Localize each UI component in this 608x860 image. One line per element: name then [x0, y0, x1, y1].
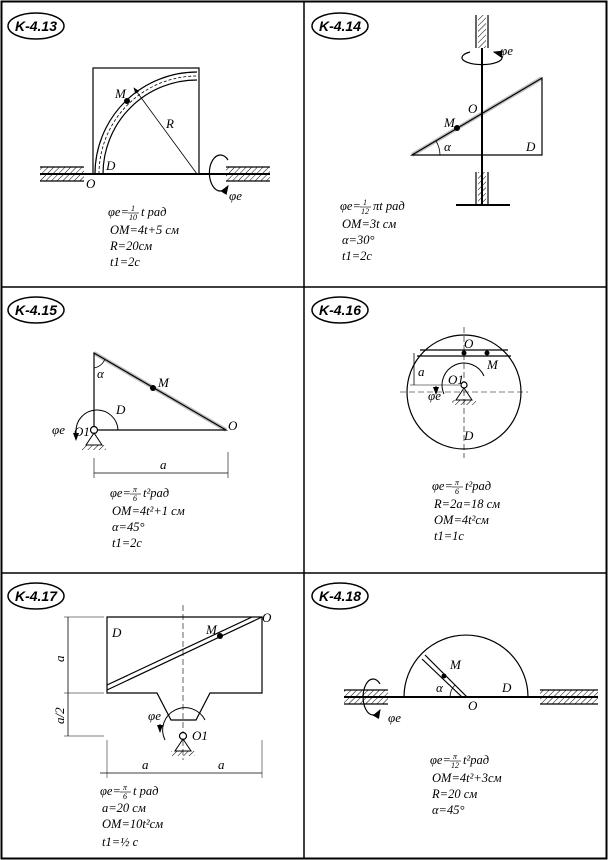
label-alpha: α	[436, 680, 443, 695]
formula-phi-num: π	[122, 783, 128, 792]
label-m: M	[206, 622, 217, 637]
rotation-arrow-icon	[209, 155, 228, 191]
label-phi: φe	[229, 188, 242, 203]
formula-phi-num: 1	[131, 204, 135, 213]
problem-k414	[312, 13, 542, 263]
label-d: D	[116, 402, 126, 417]
formula-block	[430, 752, 502, 817]
formula-line: t1=2c	[110, 255, 140, 269]
problem-id: K-4.15	[14, 302, 58, 318]
label-o1: O1	[74, 424, 90, 439]
point-m	[454, 125, 460, 131]
formula-line: OM=4t²+3см	[432, 771, 502, 785]
formula-line: t1=1c	[434, 529, 464, 543]
label-d: D	[106, 158, 116, 173]
point-m	[150, 385, 156, 391]
bottom-bearing	[478, 172, 486, 205]
problem-id: K-4.17	[14, 588, 58, 604]
label-alpha: α	[444, 139, 451, 154]
label-a: a	[142, 757, 149, 772]
right-support	[226, 167, 270, 181]
formula-block	[110, 485, 185, 550]
right-support	[540, 690, 598, 704]
label-a: a	[160, 457, 167, 472]
label-a: a	[52, 655, 67, 662]
label-phi: φe	[52, 422, 65, 437]
problem-id: K-4.18	[318, 588, 362, 604]
label-a-half: a/2	[52, 707, 67, 724]
formula-phi-rhs: t²рад	[463, 753, 490, 767]
formula-line: t1=½ c	[102, 835, 139, 849]
formula-block	[340, 198, 405, 263]
label-m: M	[158, 375, 169, 390]
problem-k417	[8, 583, 272, 849]
formula-line: OM=4t+5 см	[110, 223, 179, 237]
formula-phi-rhs: πt рад	[373, 199, 405, 213]
formula-line: OM=3t см	[342, 217, 397, 231]
formula-line: α=30°	[342, 233, 375, 247]
formula-phi-den: 6	[133, 494, 137, 503]
problem-k416	[312, 297, 528, 543]
label-o: O	[468, 698, 478, 713]
label-d: D	[502, 680, 512, 695]
formula-phi-lhs: φe=	[100, 784, 121, 798]
label-d: D	[464, 428, 474, 443]
formula-phi-num: π	[132, 485, 138, 494]
formula-phi-lhs: φe=	[110, 486, 131, 500]
left-support	[344, 690, 388, 704]
problem-k418	[312, 583, 598, 817]
label-phi: φe	[388, 710, 401, 725]
formula-line: t1=2c	[112, 536, 142, 550]
label-o: O	[228, 418, 238, 433]
formula-phi-lhs: φe=	[432, 479, 453, 493]
label-o1: O1	[448, 372, 464, 387]
problem-id: K-4.13	[14, 18, 58, 34]
label-m: M	[450, 657, 461, 672]
label-d: D	[112, 625, 122, 640]
formula-line: OM=4t²см	[434, 513, 489, 527]
problem-k413	[8, 13, 270, 269]
formula-line: R=2a=18 см	[434, 497, 501, 511]
label-o: O	[468, 101, 478, 116]
formula-phi-rhs: t²рад	[143, 486, 170, 500]
formula-block	[108, 204, 179, 269]
formula-phi-num: 1	[363, 198, 367, 207]
label-d: D	[526, 139, 536, 154]
top-bearing	[478, 15, 486, 48]
formula-phi-den: 6	[123, 792, 127, 801]
label-phi: φe	[428, 388, 441, 403]
formula-phi-lhs: φe=	[430, 753, 451, 767]
label-o: O	[464, 336, 474, 351]
radius-line	[134, 88, 197, 174]
left-support	[40, 167, 84, 181]
point-m	[217, 633, 223, 639]
formula-phi-rhs: t рад	[133, 784, 159, 798]
label-m: M	[115, 86, 126, 101]
label-o: O	[86, 176, 96, 191]
formula-line: OM=4t²+1 см	[112, 504, 185, 518]
label-o: O	[262, 610, 272, 625]
formula-phi-den: 6	[455, 487, 459, 496]
formula-line: R=20см	[110, 239, 153, 253]
formula-line: R=20 см	[432, 787, 478, 801]
formula-block	[432, 478, 500, 543]
problem-id: K-4.14	[318, 18, 362, 34]
label-phi: φe	[500, 43, 513, 58]
formula-phi-num: π	[454, 478, 460, 487]
label-alpha: α	[97, 366, 104, 381]
label-r: R	[166, 116, 174, 131]
formula-block	[100, 783, 163, 849]
formula-phi-den: 12	[451, 761, 459, 770]
formula-phi-lhs: φe=	[108, 205, 129, 219]
formula-line: t1=2c	[342, 249, 372, 263]
problem-id: K-4.16	[318, 302, 362, 318]
point-m	[485, 351, 490, 356]
formula-phi-den: 12	[361, 207, 369, 216]
formula-phi-lhs: φe=	[340, 199, 361, 213]
formula-line: α=45°	[432, 803, 465, 817]
formula-phi-num: π	[452, 752, 458, 761]
formula-phi-rhs: t рад	[141, 205, 167, 219]
formula-phi-rhs: t²рад	[465, 479, 492, 493]
label-m: M	[444, 115, 455, 130]
label-o1: O1	[192, 728, 208, 743]
formula-phi-den: 10	[129, 213, 137, 222]
point-m	[442, 674, 447, 679]
problem-k415	[8, 297, 238, 550]
label-m: M	[487, 357, 498, 372]
formula-line: a=20 см	[102, 801, 146, 815]
formula-line: α=45°	[112, 520, 145, 534]
label-a: a	[218, 757, 225, 772]
formula-line: OM=10t²см	[102, 817, 164, 831]
label-a: a	[418, 364, 425, 379]
plate-d	[107, 617, 262, 720]
label-phi: φe	[148, 708, 161, 723]
